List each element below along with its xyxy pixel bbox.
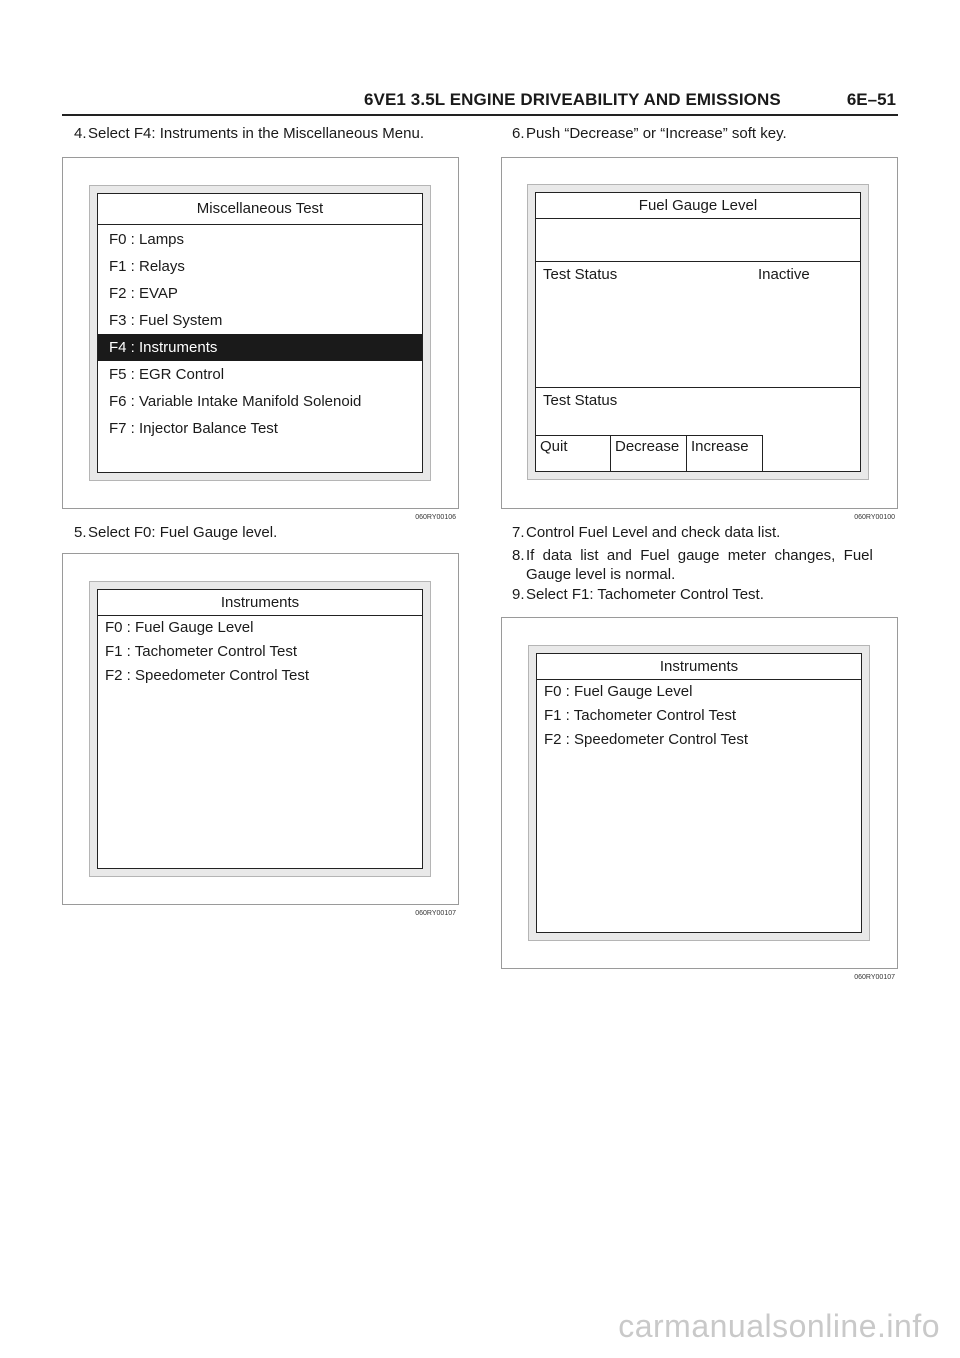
screen-display <box>536 653 862 933</box>
step-4: 4.Select F4: Instruments in the Miscellaneous Menu. <box>74 125 424 142</box>
scan-tool-screen <box>89 581 431 877</box>
test-status-value: Inactive <box>758 266 810 283</box>
menu-item-variable-intake[interactable]: F6 : Variable Intake Manifold Solenoid <box>109 393 362 410</box>
quit-softkey[interactable]: Quit <box>536 436 611 471</box>
step-5: 5.Select F0: Fuel Gauge level. <box>74 524 278 541</box>
menu-item-tachometer-control[interactable]: F1 : Tachometer Control Test <box>105 643 298 660</box>
screen-title: Instruments <box>537 654 861 680</box>
menu-item-evap[interactable]: F2 : EVAP <box>109 285 178 302</box>
menu-item-instruments-selected[interactable]: F4 : Instruments <box>98 334 422 361</box>
figure-instruments-menu <box>62 553 459 917</box>
screen-display <box>97 589 423 869</box>
menu-item-fuel-gauge-level[interactable]: F0 : Fuel Gauge Level <box>105 619 254 636</box>
screen-title: Instruments <box>98 590 422 616</box>
menu-item-relays[interactable]: F1 : Relays <box>109 258 185 275</box>
step-6: 6.Push “Decrease” or “Increase” soft key. <box>512 125 787 142</box>
step-8: 8.If data list and Fuel gauge meter changes, Fuel Gauge level is normal. <box>512 547 873 583</box>
menu-item-speedometer-control[interactable]: F2 : Speedometer Control Test <box>105 667 309 684</box>
screen-title: Miscellaneous Test <box>98 194 422 225</box>
screen-display <box>535 192 861 472</box>
page-title: 6VE1 3.5L ENGINE DRIVEABILITY AND EMISSIONS <box>364 90 781 109</box>
figure-code: 060RY00107 <box>415 910 456 917</box>
increase-softkey[interactable]: Increase <box>687 436 763 471</box>
menu-item-injector-balance[interactable]: F7 : Injector Balance Test <box>109 420 278 437</box>
screen-title: Fuel Gauge Level <box>536 193 860 219</box>
divider <box>536 387 860 388</box>
menu-item-tachometer-control[interactable]: F1 : Tachometer Control Test <box>544 707 737 724</box>
scan-tool-screen <box>89 185 431 481</box>
figure-code: 060RY00107 <box>854 974 895 981</box>
divider <box>536 261 860 262</box>
menu-item-egr-control[interactable]: F5 : EGR Control <box>109 366 225 383</box>
softkey-bar <box>536 435 763 471</box>
figure-miscellaneous-test <box>62 157 459 521</box>
screen-display <box>97 193 423 473</box>
menu-item-fuel-system[interactable]: F3 : Fuel System <box>109 312 223 329</box>
step-9: 9.Select F1: Tachometer Control Test. <box>512 586 764 603</box>
figure-code: 060RY00100 <box>854 514 895 521</box>
page-header <box>62 88 898 116</box>
figure-instruments-menu-2 <box>501 617 898 981</box>
page-number: 6E–51 <box>846 90 896 109</box>
watermark: carmanualsonline.info <box>618 1308 940 1344</box>
menu-item-lamps[interactable]: F0 : Lamps <box>109 231 185 248</box>
figure-fuel-gauge-level <box>501 157 898 521</box>
scan-tool-screen <box>528 645 870 941</box>
decrease-softkey[interactable]: Decrease <box>611 436 687 471</box>
scan-tool-screen <box>527 184 869 480</box>
menu-item-fuel-gauge-level[interactable]: F0 : Fuel Gauge Level <box>544 683 693 700</box>
test-status-label-2: Test Status <box>543 392 618 409</box>
menu-item-speedometer-control[interactable]: F2 : Speedometer Control Test <box>544 731 748 748</box>
step-7: 7.Control Fuel Level and check data list. <box>512 524 781 541</box>
figure-code: 060RY00106 <box>415 514 456 521</box>
test-status-label: Test Status <box>543 266 618 283</box>
